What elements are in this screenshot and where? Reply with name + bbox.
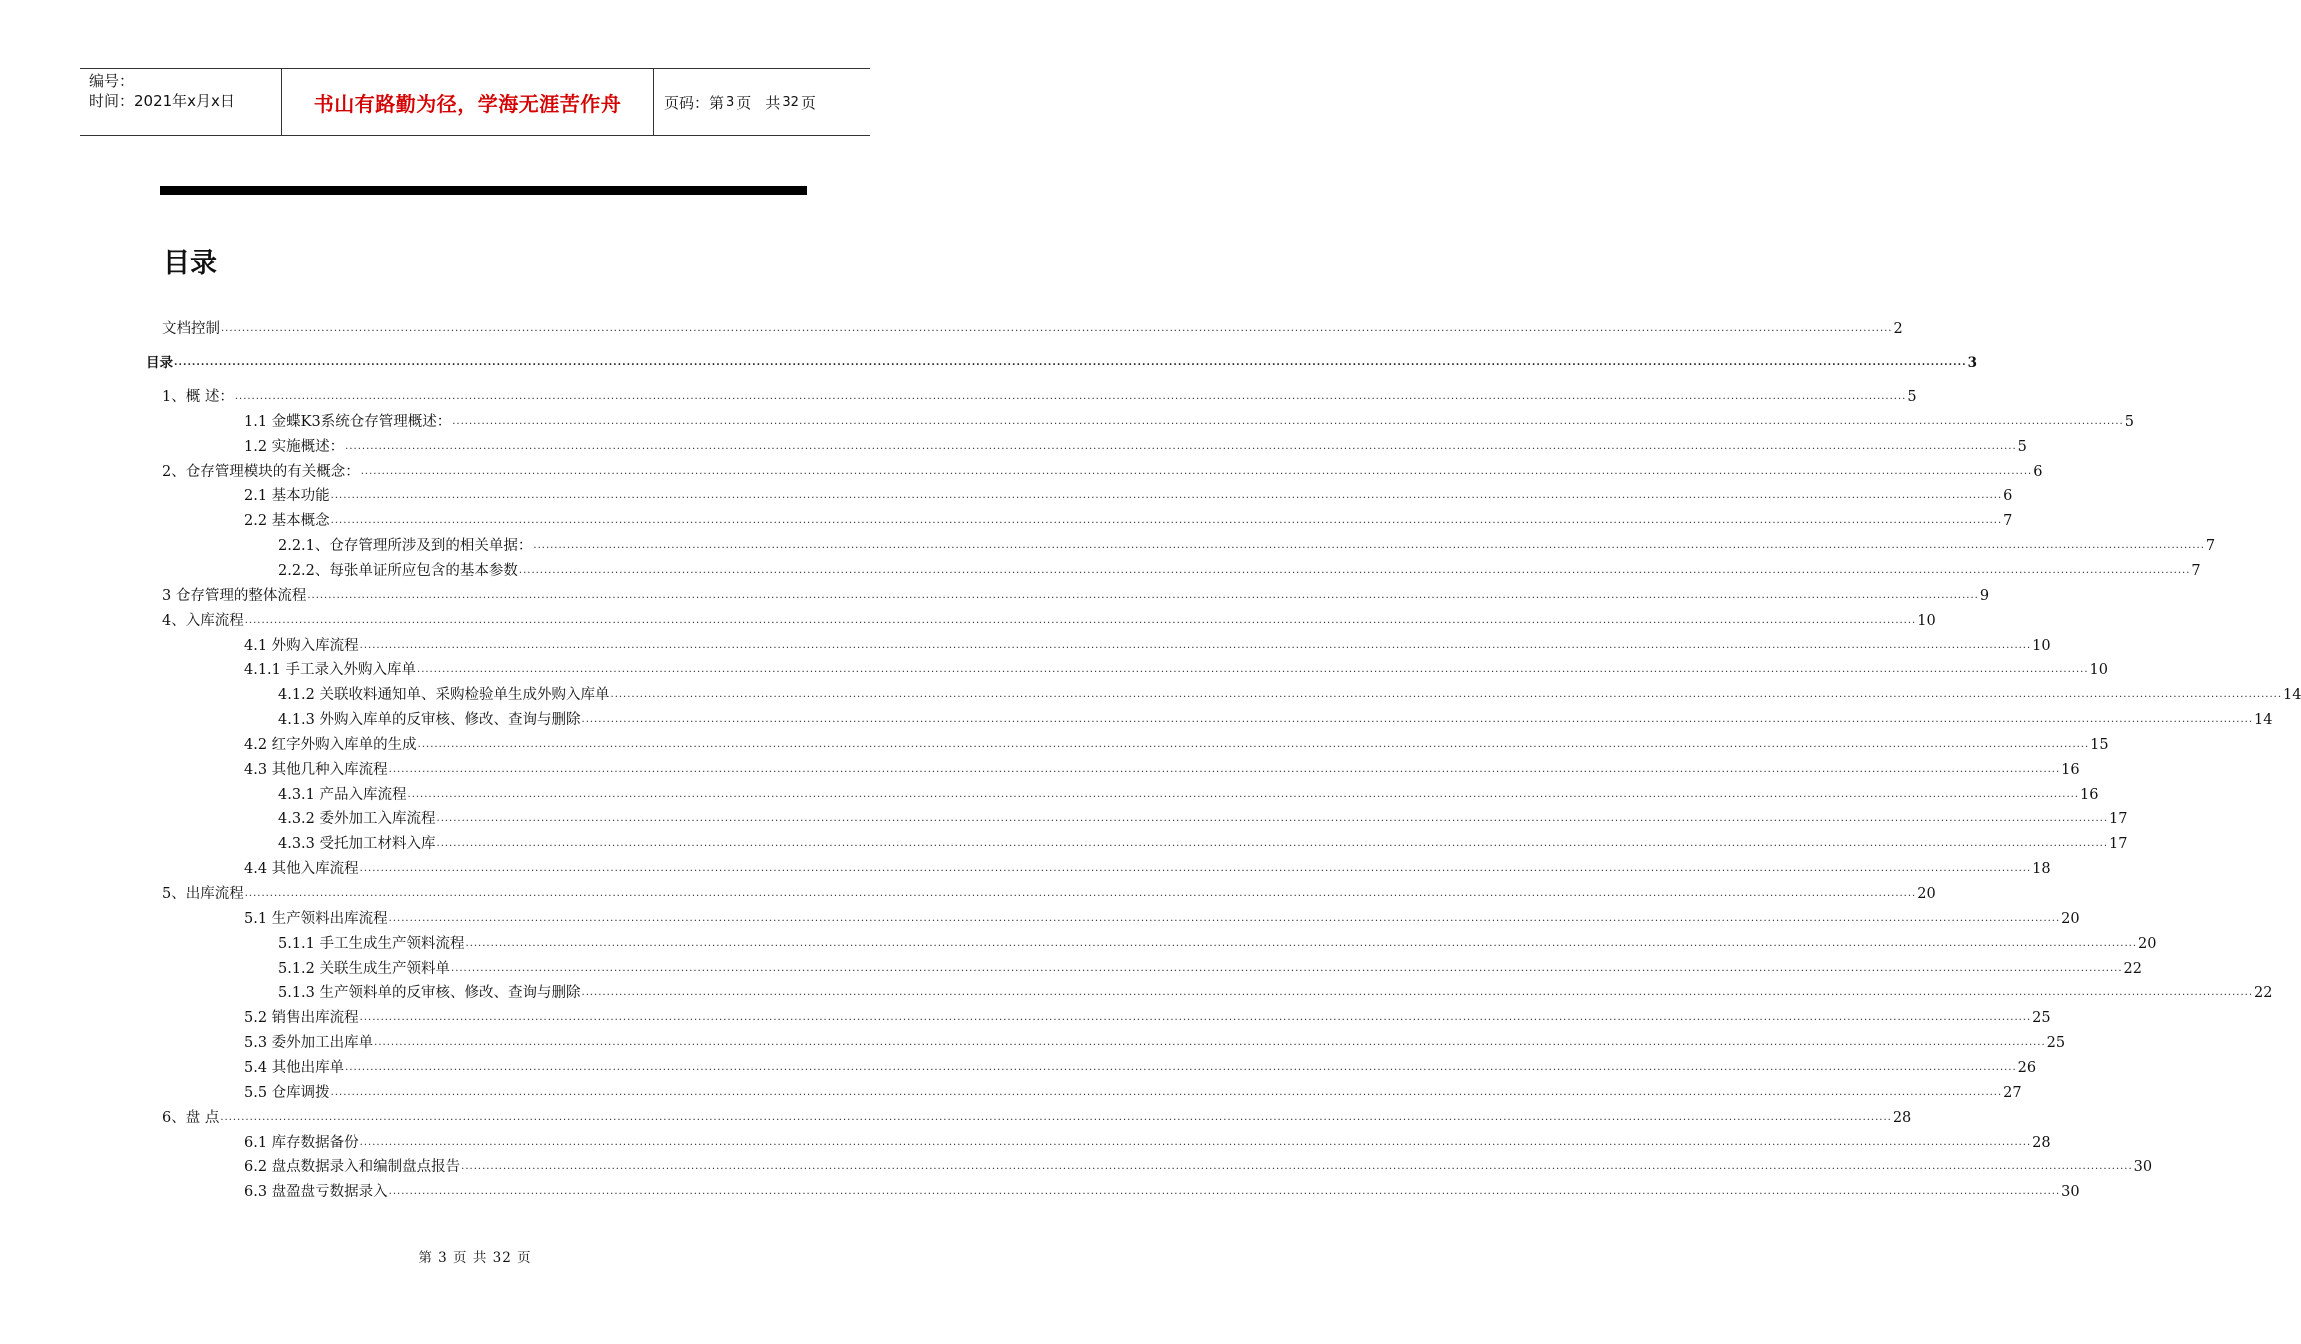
toc-entry[interactable] (244, 732, 2109, 756)
toc-entry[interactable] (278, 956, 2142, 980)
toc-dot-leader: ................................................................................................................................................................................................................................................................................................................................................................................................................ (330, 490, 2003, 502)
toc-entry-page: 30 (2133, 1159, 2153, 1176)
toc-dot-leader: ................................................................................................................................................................................................................................................................................................................................................................................................................ (533, 540, 2205, 552)
toc-entry-label: 4.2 红字外购入库单的生成 (244, 734, 418, 756)
toc-entry[interactable] (244, 856, 2051, 880)
footer-mid: 页 共 (453, 1250, 488, 1266)
toc-entry[interactable] (162, 384, 1917, 408)
toc-entry-page: 5 (2017, 438, 2027, 455)
toc-entry[interactable] (278, 806, 2128, 830)
toc-entry-page: 10 (2032, 637, 2051, 654)
doc-number-label: 编号： (89, 72, 135, 90)
toc-entry-page: 10 (1917, 612, 1936, 629)
toc-entry-label: 4.3.1 产品入库流程 (278, 784, 408, 806)
toc-dot-leader: ................................................................................................................................................................................................................................................................................................................................................................................................................ (345, 1061, 2017, 1073)
toc-entry-label: 1.1 金蝶K3系统仓存管理概述： (244, 411, 452, 433)
toc-dot-leader: ................................................................................................................................................................................................................................................................................................................................................................................................................ (360, 465, 2033, 477)
header-motto: 书山有路勤为径，学海无涯苦作舟 (282, 69, 654, 135)
toc-dot-leader: ................................................................................................................................................................................................................................................................................................................................................................................................................ (221, 323, 1893, 334)
toc-dot-leader: ................................................................................................................................................................................................................................................................................................................................................................................................................ (417, 738, 2090, 750)
toc-entry-label: 5.1.2 关联生成生产领料单 (278, 958, 451, 980)
toc-entry-page: 20 (1917, 886, 1936, 902)
toc-entry[interactable] (244, 434, 2027, 458)
toc-entry-label: 5.1.1 手工生成生产领料流程 (278, 933, 466, 955)
title-divider (160, 186, 807, 195)
toc-entry-page: 5 (2124, 413, 2134, 430)
toc-entry[interactable] (278, 931, 2157, 955)
toc-entry[interactable] (278, 682, 2301, 706)
toc-entry[interactable] (244, 1130, 2051, 1154)
toc-entry-label: 3 仓存管理的整体流程 (162, 585, 307, 607)
toc-dot-leader: ................................................................................................................................................................................................................................................................................................................................................................................................................ (461, 1161, 2133, 1173)
header-total-unit: 页 (800, 93, 816, 112)
header-total-label: 共 (765, 93, 781, 112)
page-footer (0, 1246, 950, 1266)
toc-dot-leader: ................................................................................................................................................................................................................................................................................................................................................................................................................ (244, 614, 1917, 626)
toc-dot-leader: ................................................................................................................................................................................................................................................................................................................................................................................................................ (220, 1111, 1892, 1123)
toc-entry-label: 6.3 盘盈盘亏数据录入 (244, 1181, 389, 1203)
footer-total: 32 (492, 1250, 512, 1266)
toc-entry[interactable] (278, 558, 2201, 582)
toc-entry[interactable] (162, 881, 1936, 905)
toc-entry-page: 26 (2017, 1059, 2037, 1076)
toc-entry-label: 2.2.2、每张单证所应包含的基本参数 (278, 560, 519, 582)
toc-entry[interactable] (278, 782, 2099, 806)
toc-entry-page: 7 (2205, 538, 2216, 555)
toc-entry-page: 2 (1893, 321, 1903, 337)
toc-entry[interactable] (162, 1105, 1912, 1129)
header-page-total: 32 (782, 94, 799, 110)
toc-entry-label: 1、概 述： (162, 386, 235, 408)
toc-entry[interactable] (278, 533, 2216, 557)
header-page-label: 页码：第 (664, 93, 725, 112)
toc-entry-page: 7 (2003, 513, 2013, 530)
toc-dot-leader: ................................................................................................................................................................................................................................................................................................................................................................................................................ (581, 714, 2253, 726)
toc-dot-leader: ................................................................................................................................................................................................................................................................................................................................................................................................................ (452, 415, 2124, 427)
toc-entry-page: 16 (2080, 786, 2099, 803)
toc-dot-leader: ................................................................................................................................................................................................................................................................................................................................................................................................................ (436, 813, 2108, 825)
toc-dot-leader: ................................................................................................................................................................................................................................................................................................................................................................................................................ (374, 1037, 2046, 1049)
doc-date-label: 时间：2021年x月x日 (89, 92, 235, 110)
toc-dot-leader: ................................................................................................................................................................................................................................................................................................................................................................................................................ (359, 1136, 2032, 1148)
toc-dot-leader: ................................................................................................................................................................................................................................................................................................................................................................................................................ (388, 912, 2061, 924)
toc-dot-leader: ................................................................................................................................................................................................................................................................................................................................................................................................................ (465, 937, 2137, 949)
toc-dot-leader: ................................................................................................................................................................................................................................................................................................................................................................................................................ (451, 962, 2123, 974)
toc-dot-leader: ................................................................................................................................................................................................................................................................................................................................................................................................................ (407, 788, 2079, 800)
toc-entry-label: 2.1 基本功能 (244, 485, 331, 507)
toc-entry-label: 4.4 其他入库流程 (244, 858, 360, 880)
toc-entry[interactable] (244, 1179, 2080, 1203)
toc-entry-page: 17 (2109, 811, 2128, 828)
toc-entry[interactable] (244, 1080, 2022, 1104)
toc-entry[interactable] (244, 657, 2108, 681)
toc-entry-page: 17 (2109, 836, 2128, 853)
page-header (80, 68, 870, 136)
toc-entry[interactable] (244, 757, 2080, 781)
toc-dot-leader: ................................................................................................................................................................................................................................................................................................................................................................................................................ (581, 987, 2253, 999)
toc-entry[interactable] (244, 906, 2080, 930)
toc-entry-label: 目录 (146, 352, 174, 374)
toc-entry-label: 2.2.1、仓存管理所涉及到的相关单据： (278, 535, 533, 557)
toc-entry-label: 4.1.3 外购入库单的反审核、修改、查询与删除 (278, 709, 582, 731)
toc-entry-page: 7 (2191, 562, 2201, 579)
toc-entry-page: 25 (2046, 1035, 2066, 1052)
toc-dot-leader: ................................................................................................................................................................................................................................................................................................................................................................................................................ (330, 515, 2003, 527)
toc-dot-leader: ................................................................................................................................................................................................................................................................................................................................................................................................................ (388, 763, 2061, 775)
toc-dot-leader: ................................................................................................................................................................................................................................................................................................................................................................................................................ (174, 357, 1967, 368)
toc-entry-page: 10 (2089, 662, 2108, 679)
toc-entry[interactable] (244, 1055, 2037, 1079)
toc-entry-label: 6、盘 点 (162, 1107, 220, 1129)
toc-entry-label: 文档控制 (162, 318, 221, 340)
header-page-info (654, 69, 870, 135)
toc-entry-label: 6.1 库存数据备份 (244, 1132, 360, 1154)
toc-dot-leader: ................................................................................................................................................................................................................................................................................................................................................................................................................ (244, 888, 1917, 899)
toc-entry-page: 6 (2003, 488, 2013, 505)
toc-entry-page: 5 (1907, 389, 1917, 405)
toc-entry-page: 14 (2283, 687, 2301, 704)
toc-entry-label: 6.2 盘点数据录入和编制盘点报告 (244, 1156, 461, 1178)
toc-entry-page: 14 (2254, 712, 2273, 729)
toc-entry-label: 5.2 销售出库流程 (244, 1007, 360, 1029)
toc-dot-leader: ................................................................................................................................................................................................................................................................................................................................................................................................................ (307, 589, 1979, 601)
toc-dot-leader: ................................................................................................................................................................................................................................................................................................................................................................................................................ (345, 440, 2017, 452)
toc-entry[interactable] (244, 508, 2013, 532)
toc-entry-page: 27 (2003, 1084, 2022, 1101)
footer-post: 页 (517, 1250, 532, 1266)
toc-entry-label: 4.3.2 委外加工入库流程 (278, 808, 437, 830)
toc-dot-leader: ................................................................................................................................................................................................................................................................................................................................................................................................................ (388, 1186, 2061, 1198)
header-page-current: 3 (726, 94, 735, 110)
toc-dot-leader: ................................................................................................................................................................................................................................................................................................................................................................................................................ (359, 863, 2032, 875)
header-meta (80, 69, 282, 135)
toc-entry-page: 9 (1979, 587, 1990, 604)
toc-entry[interactable] (146, 350, 1977, 374)
toc-entry-page: 22 (2254, 985, 2273, 1002)
toc-entry[interactable] (278, 707, 2273, 731)
toc-entry[interactable] (244, 409, 2134, 433)
toc-entry-page: 25 (2032, 1010, 2051, 1027)
toc-entry-page: 3 (1967, 355, 1977, 371)
toc-dot-leader: ................................................................................................................................................................................................................................................................................................................................................................................................................ (330, 1086, 2003, 1098)
toc-entry[interactable] (244, 483, 2013, 507)
footer-pre: 第 (418, 1250, 433, 1266)
toc-entry-label: 4.1.2 关联收料通知单、采购检验单生成外购入库单 (278, 684, 611, 706)
toc-entry[interactable] (162, 316, 1903, 340)
toc-entry-page: 15 (2090, 736, 2109, 753)
header-page-unit: 页 (736, 93, 752, 112)
toc-entry-page: 22 (2123, 960, 2142, 977)
toc-entry-label: 4.1 外购入库流程 (244, 635, 360, 657)
toc-entry[interactable] (244, 1030, 2066, 1054)
toc-entry[interactable] (244, 633, 2051, 657)
toc-entry-label: 4.3.3 受托加工材料入库 (278, 833, 437, 855)
toc-entry-label: 4.3 其他几种入库流程 (244, 759, 389, 781)
toc-entry-label: 4、入库流程 (162, 610, 245, 632)
toc-entry-label: 4.1.1 手工录入外购入库单 (244, 659, 417, 681)
toc-entry[interactable] (244, 1005, 2051, 1029)
toc-dot-leader: ................................................................................................................................................................................................................................................................................................................................................................................................................ (610, 689, 2282, 701)
toc-dot-leader: ................................................................................................................................................................................................................................................................................................................................................................................................................ (234, 391, 1907, 402)
toc-entry[interactable] (162, 459, 2043, 483)
toc-entry[interactable] (244, 1154, 2153, 1178)
toc-dot-leader: ................................................................................................................................................................................................................................................................................................................................................................................................................ (417, 664, 2089, 676)
toc-entry-page: 20 (2061, 910, 2080, 927)
toc-dot-leader: ................................................................................................................................................................................................................................................................................................................................................................................................................ (518, 564, 2191, 576)
toc-entry-label: 5.1 生产领料出库流程 (244, 908, 389, 930)
toc-entry-page: 30 (2061, 1184, 2080, 1201)
toc-entry-label: 2.2 基本概念 (244, 510, 331, 532)
toc-entry-page: 28 (1892, 1109, 1912, 1126)
toc-entry-page: 28 (2032, 1134, 2051, 1151)
toc-entry-label: 2、仓存管理模块的有关概念： (162, 461, 361, 483)
toc-dot-leader: ................................................................................................................................................................................................................................................................................................................................................................................................................ (359, 639, 2032, 651)
toc-dot-leader: ................................................................................................................................................................................................................................................................................................................................................................................................................ (436, 838, 2108, 850)
toc-entry[interactable] (278, 831, 2128, 855)
page-title: 目录 (163, 248, 217, 279)
toc-entry-label: 5.4 其他出库单 (244, 1057, 345, 1079)
toc-entry[interactable] (278, 980, 2273, 1004)
toc-entry[interactable] (162, 608, 1936, 632)
toc-entry[interactable] (162, 583, 1990, 607)
toc-entry-page: 18 (2032, 861, 2051, 878)
toc-entry-page: 16 (2061, 761, 2080, 778)
footer-page: 3 (438, 1250, 448, 1266)
toc-entry-page: 20 (2138, 935, 2157, 952)
toc-dot-leader: ................................................................................................................................................................................................................................................................................................................................................................................................................ (359, 1012, 2032, 1024)
toc-entry-label: 5.3 委外加工出库单 (244, 1032, 374, 1054)
toc-entry-label: 5、出库流程 (162, 883, 245, 905)
toc-entry-page: 6 (2033, 463, 2043, 480)
toc-entry-label: 5.5 仓库调拨 (244, 1082, 331, 1104)
toc-entry-label: 1.2 实施概述： (244, 436, 345, 458)
toc-entry-label: 5.1.3 生产领料单的反审核、修改、查询与删除 (278, 982, 582, 1004)
